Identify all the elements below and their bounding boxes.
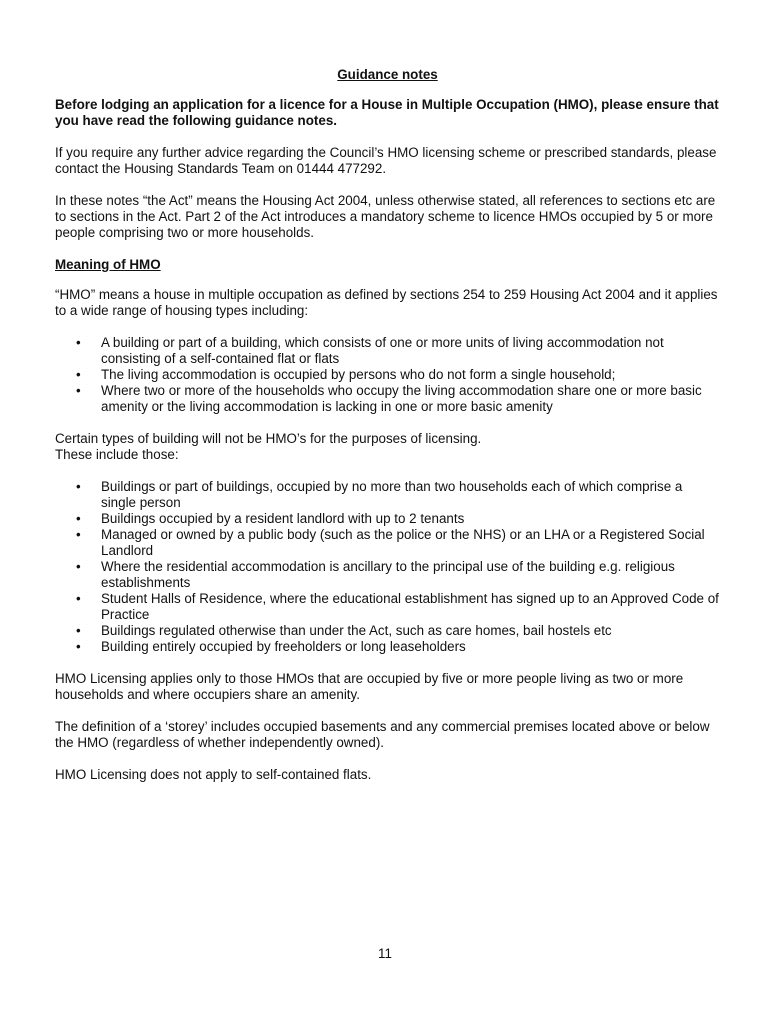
exclusions-paragraph <box>55 431 720 463</box>
page-title: Guidance notes <box>337 67 438 82</box>
list-item: • Where the residential accommodation is ancillary to the principal use of the building e.g. religious establishments <box>55 559 720 591</box>
licensing-paragraph: HMO Licensing applies only to those HMOs that are occupied by five or more people living as two or more households and where occupiers share an amenity. <box>55 671 684 702</box>
meaning-heading: Meaning of HMO <box>55 257 161 272</box>
list-item: • Buildings regulated otherwise than under the Act, such as care homes, bail hostels etc <box>55 623 720 639</box>
act-paragraph: In these notes “the Act” means the Housing Act 2004, unless otherwise stated, all references to sections etc are to sections in the Act. Part 2 of the Act introduces a mandatory scheme to licence HMOs occupied by 5 or more people comprising two or more households. <box>55 193 716 240</box>
list-item: • Managed or owned by a public body (such as the police or the NHS) or an LHA or a Registered Social Landlord <box>55 527 720 559</box>
list-item: • Where two or more of the households who occupy the living accommodation share one or more basic amenity or the living accommodation is lacking in one or more basic amenity <box>55 383 720 415</box>
meaning-list <box>55 335 720 415</box>
intro-paragraph: Before lodging an application for a licence for a House in Multiple Occupation (HMO), please ensure that you have read the following guidance notes. <box>55 97 719 128</box>
exclusions-line-1: Certain types of building will not be HMO’s for the purposes of licensing. <box>55 431 482 446</box>
flats-paragraph: HMO Licensing does not apply to self-contained flats. <box>55 767 372 782</box>
list-item: • Buildings or part of buildings, occupied by no more than two households each of which comprise a single person <box>55 479 720 511</box>
list-item: • The living accommodation is occupied by persons who do not form a single household; <box>55 367 720 383</box>
list-item: • Student Halls of Residence, where the educational establishment has signed up to an Approved Code of Practice <box>55 591 720 623</box>
exclusions-list <box>55 479 720 655</box>
meaning-paragraph: “HMO” means a house in multiple occupation as defined by sections 254 to 259 Housing Act 2004 and it applies to a wide range of housing types including: <box>55 287 718 318</box>
list-item: • A building or part of a building, which consists of one or more units of living accommodation not consisting of a self-contained flat or flats <box>55 335 720 367</box>
advice-paragraph: If you require any further advice regarding the Council’s HMO licensing scheme or prescribed standards, please contact the Housing Standards Team on 01444 477292. <box>55 145 717 176</box>
storey-paragraph: The definition of a ‘storey’ includes occupied basements and any commercial premises located above or below the HMO (regardless of whether independently owned). <box>55 719 710 750</box>
document-page <box>55 67 720 799</box>
list-item: • Building entirely occupied by freeholders or long leaseholders <box>55 639 720 655</box>
exclusions-line-2: These include those: <box>55 447 179 462</box>
list-item: • Buildings occupied by a resident landlord with up to 2 tenants <box>55 511 720 527</box>
page-number: 11 <box>378 946 392 961</box>
